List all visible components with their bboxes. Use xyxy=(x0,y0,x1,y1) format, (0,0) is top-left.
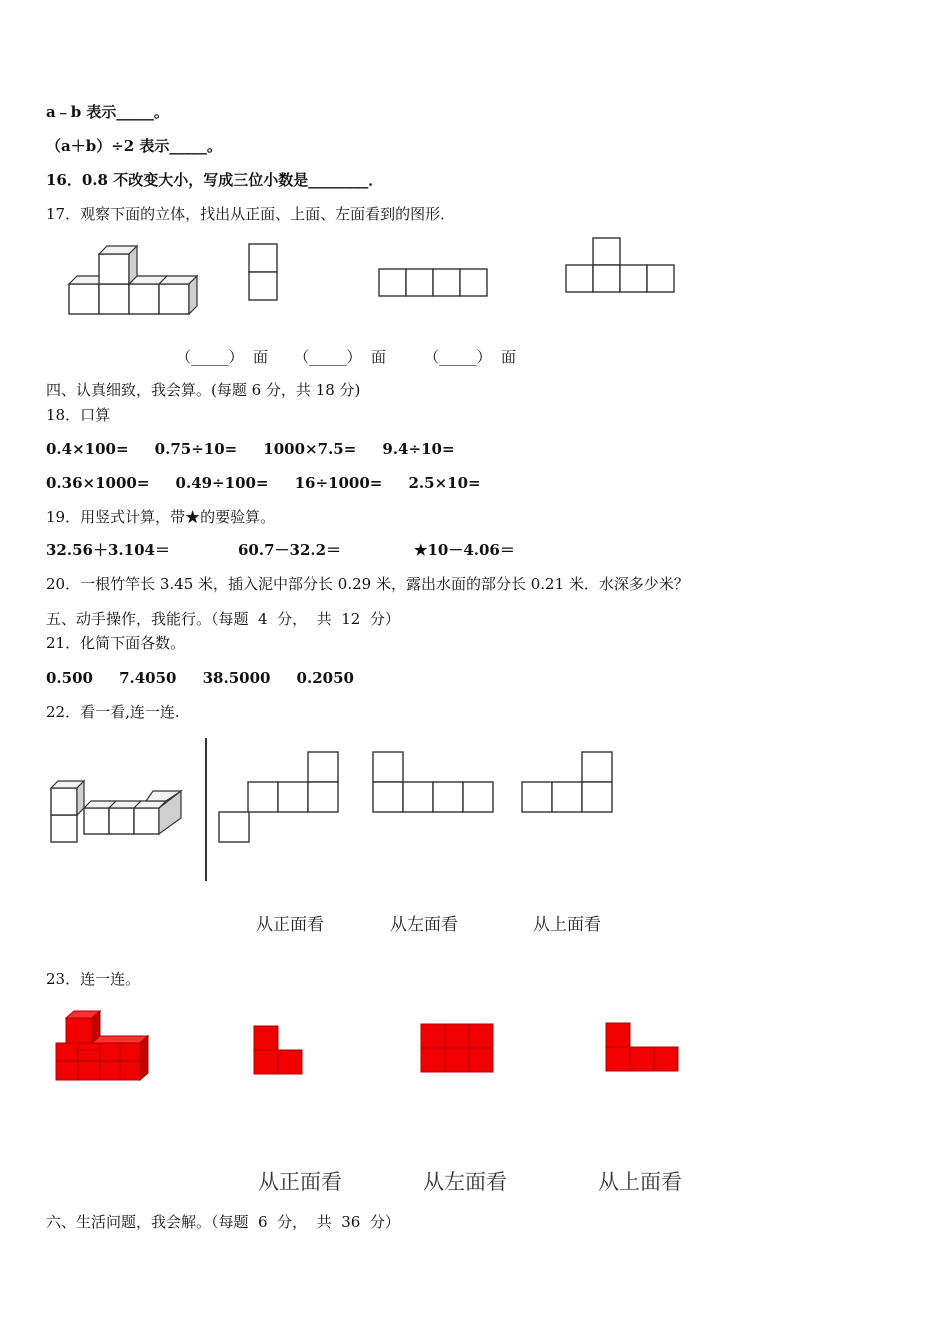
question-16: 16．0.8 不改变大小，写成三位小数是________． xyxy=(46,171,384,189)
q22-label-left: 从左面看 xyxy=(390,915,458,935)
q19-problem-b: 60.7－32.2＝ xyxy=(238,541,342,559)
q23-label-top: 从上面看 xyxy=(598,1170,682,1194)
q22-view-left-tower xyxy=(372,751,498,815)
q22-label-front: 从正面看 xyxy=(256,915,324,935)
question-20: 20．一根竹竿长 3.45 米，插入泥中部分长 0.29 米，露出水面的部分长 0.21 米．水深多少米？ xyxy=(46,575,689,593)
q21-numbers: 0.500 7.4050 38.5000 0.2050 xyxy=(46,669,354,687)
section-5-heading: 五、动手操作，我能行。（每题 4 分， 共 12 分） xyxy=(46,610,400,628)
q22-view-staircase xyxy=(218,751,342,845)
question-18: 18．口算 xyxy=(46,406,111,424)
q19-problem-a: 32.56＋3.104＝ xyxy=(46,541,170,559)
q17-blank-2[interactable]: （_____） 面 xyxy=(294,348,387,366)
q17-blank-1[interactable]: （_____） 面 xyxy=(176,348,269,366)
q19-problem-c: ★10－4.06＝ xyxy=(414,541,515,559)
expression-average: （a＋b）÷2 表示_____。 xyxy=(46,137,222,155)
question-22: 22．看一看,连一连. xyxy=(46,703,180,721)
section-6-heading: 六、生活问题，我会解。（每题 6 分， 共 36 分） xyxy=(46,1213,400,1231)
q17-view-t-shape xyxy=(565,237,679,295)
question-19: 19．用竖式计算，带★的要验算。 xyxy=(46,508,276,526)
q17-view-row-of-four xyxy=(378,268,490,298)
q23-red-solid-figure xyxy=(52,1010,152,1086)
q23-view-row-with-tower xyxy=(605,1022,681,1074)
q17-view-vertical-pair xyxy=(248,243,278,303)
question-21: 21．化简下面各数。 xyxy=(46,634,186,652)
q23-label-left: 从左面看 xyxy=(423,1170,507,1194)
expression-a-minus-b: a﹣b 表示_____。 xyxy=(46,103,169,121)
q22-label-top: 从上面看 xyxy=(533,915,601,935)
q18-row-2: 0.36×1000= 0.49÷100= 16÷1000= 2.5×10= xyxy=(46,474,481,492)
q23-label-front: 从正面看 xyxy=(258,1170,342,1194)
q22-divider xyxy=(205,738,207,881)
q22-view-right-tower xyxy=(521,751,617,815)
question-23: 23．连一连。 xyxy=(46,970,141,988)
q17-blank-3[interactable]: （_____） 面 xyxy=(424,348,517,366)
q22-solid-figure xyxy=(50,778,185,848)
section-4-heading: 四、认真细致，我会算。(每题 6 分，共 18 分) xyxy=(46,381,361,399)
q23-view-l-shape xyxy=(253,1025,305,1077)
q17-solid-figure xyxy=(66,240,206,320)
q23-view-block xyxy=(420,1023,496,1075)
question-17: 17．观察下面的立体，找出从正面、上面、左面看到的图形． xyxy=(46,205,456,223)
q18-row-1: 0.4×100= 0.75÷10= 1000×7.5= 9.4÷10= xyxy=(46,440,455,458)
